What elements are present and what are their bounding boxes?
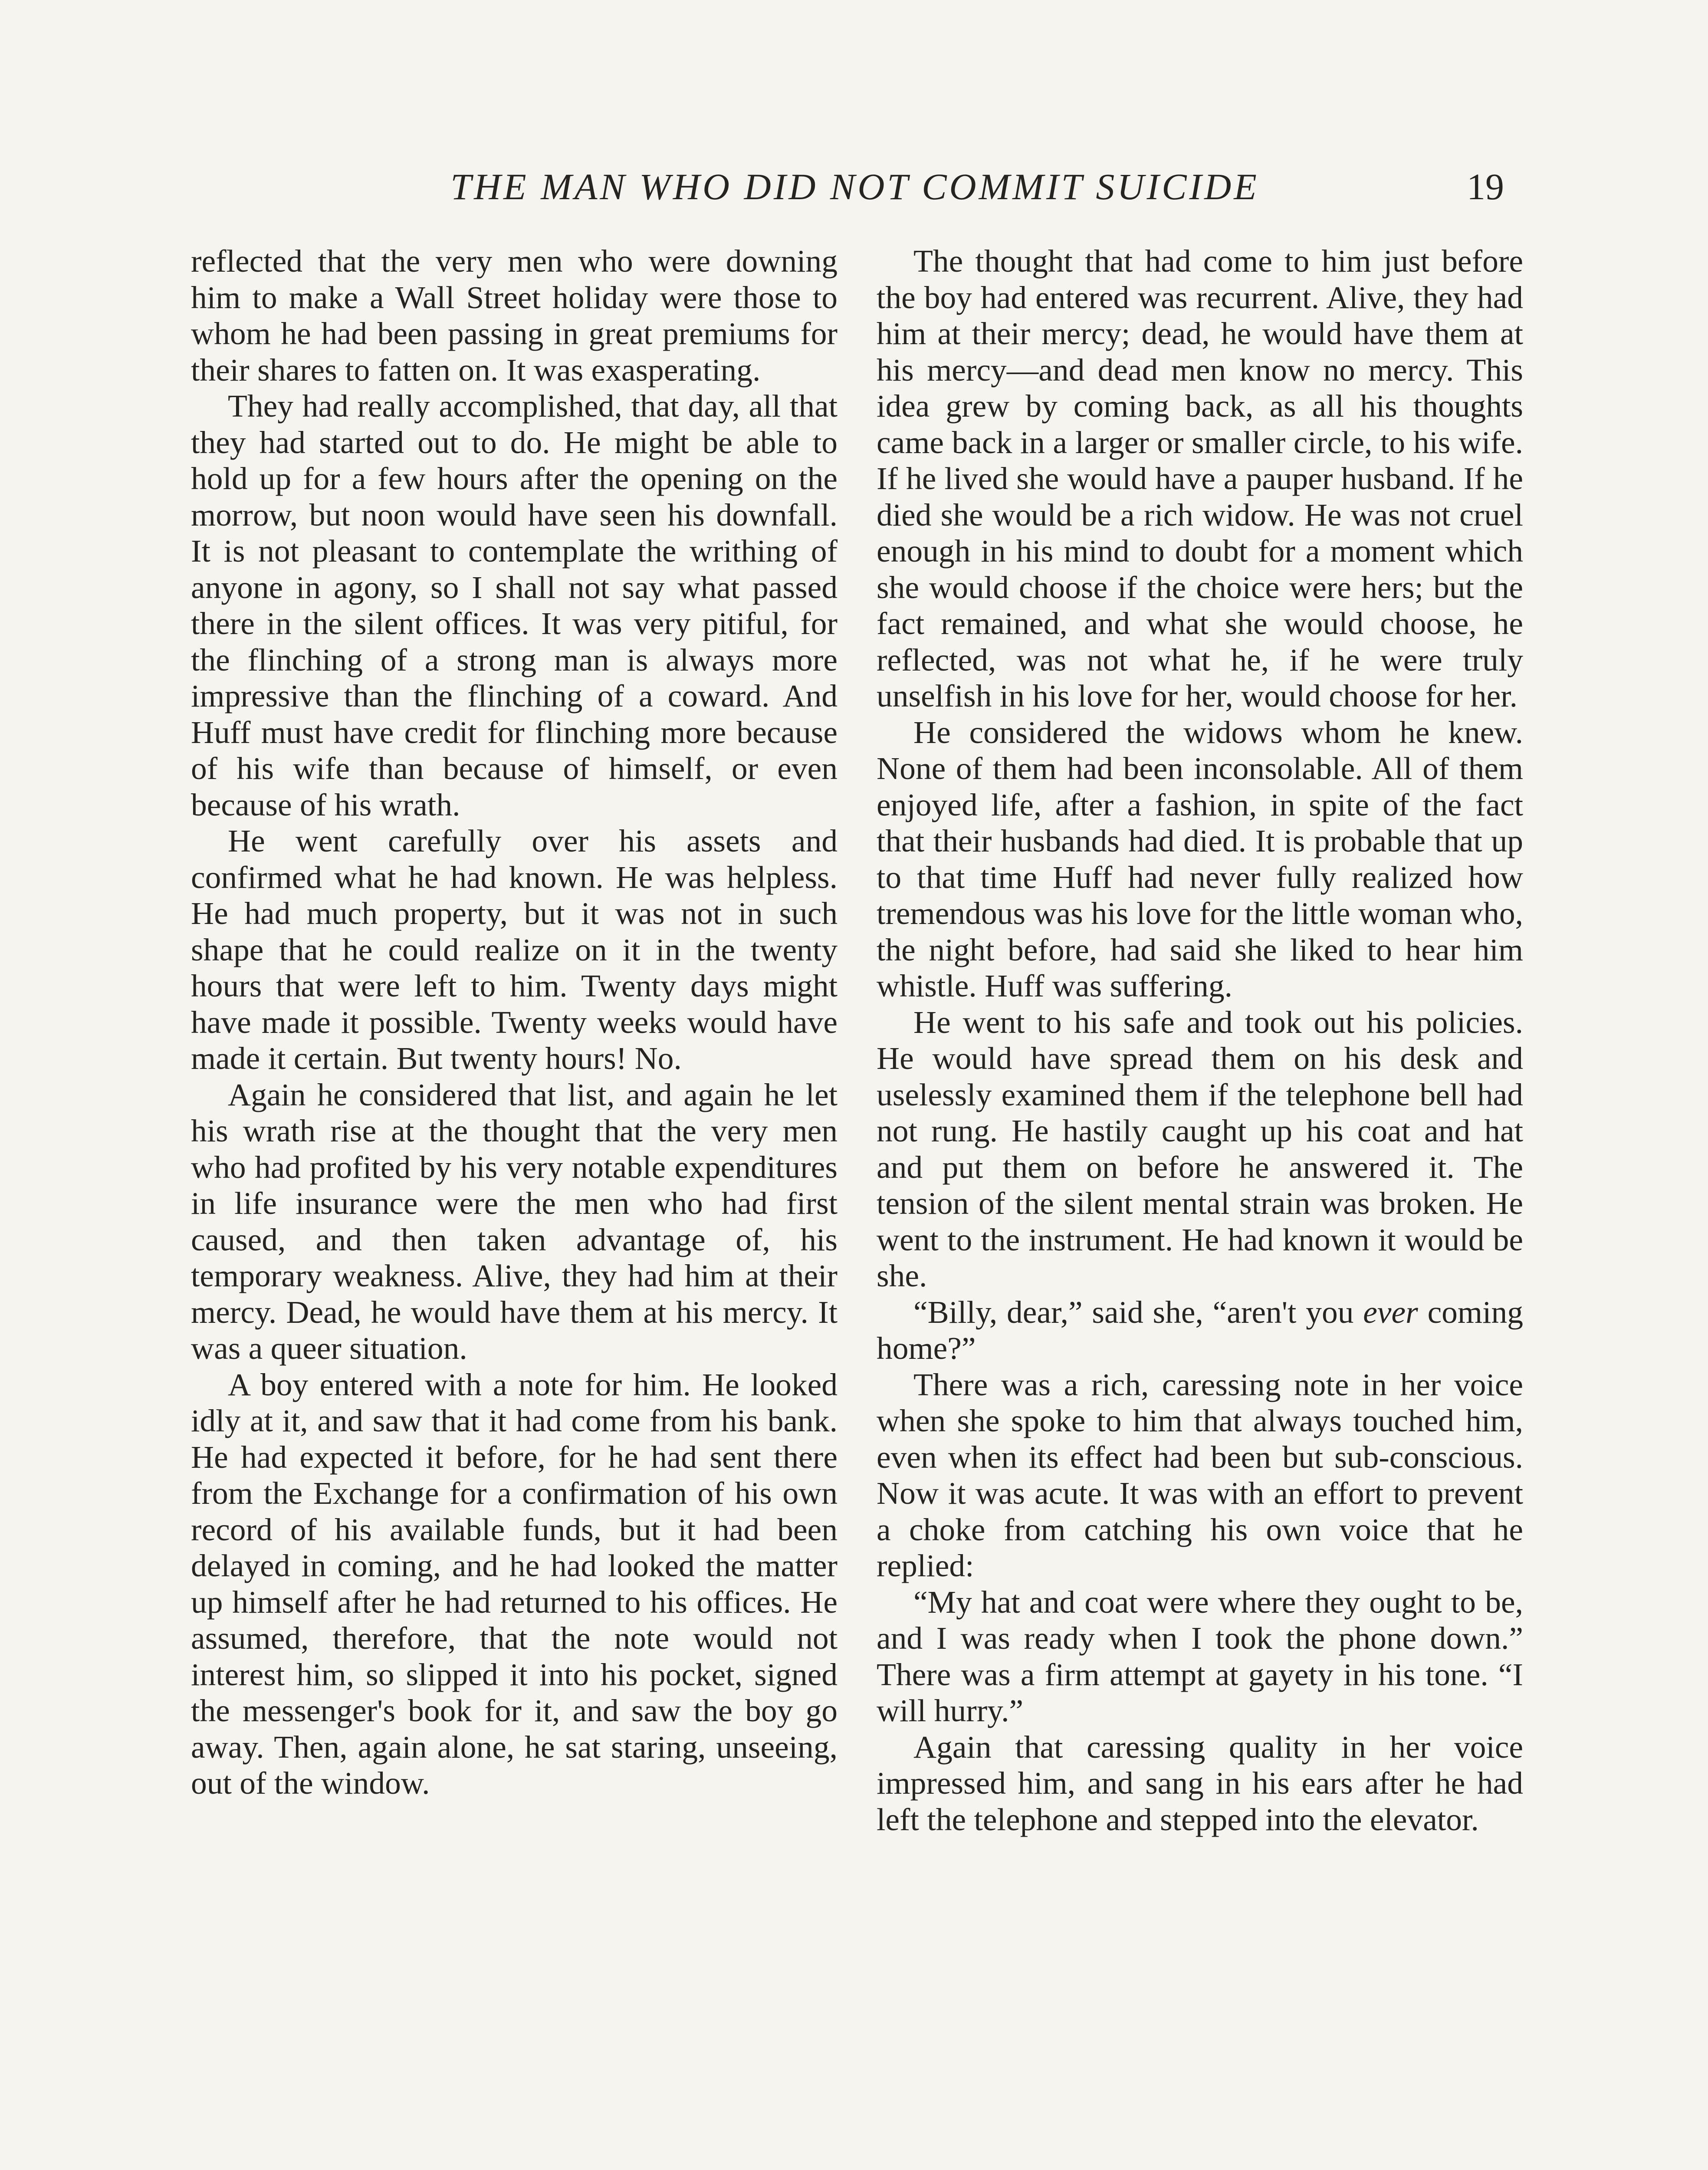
paragraph: reflected that the very men who were downing him to make a Wall Street holiday were those to whom he had been passing in great premiums for their shares to fatten on. It was exasperating. (191, 243, 838, 388)
paragraph: Again he considered that list, and again he let his wrath rise at the thought that the very men who had profited by his very notable expenditures in life insurance were the men who had first caused, and then taken advantage of, his temporary weakness. Alive, they had him at their mercy. Dead, he would have them at his mercy. It was a queer situation. (191, 1077, 838, 1366)
right-text-column (877, 243, 1523, 1838)
paragraph: They had really accomplished, that day, all that they had started out to do. He might be able to hold up for a few hours after the opening on the morrow, but noon would have seen his downfall. It is not pleasant to contemplate the writhing of anyone in agony, so I shall not say what passed there in the silent offices. It was very pitiful, for the flinching of a strong man is always more impressive than the flinching of a coward. And Huff must have credit for flinching more because of his wife than because of himself, or even because of his wrath. (191, 388, 838, 822)
paragraph: There was a rich, caressing note in her voice when she spoke to him that always touched him, even when its effect had been but sub-conscious. Now it was acute. It was with an effort to prevent a choke from catching his own voice that he replied: (877, 1367, 1523, 1583)
paragraph: He went to his safe and took out his policies. He would have spread them on his desk and uselessly examined them if the telephone bell had not rung. He hastily caught up his coat and hat and put them on before he answered it. The tension of the silent mental strain was broken. He went to the instrument. He had known it would be she. (877, 1004, 1523, 1293)
dialogue-paragraph (877, 1294, 1523, 1367)
page-number: 19 (1467, 166, 1504, 207)
paragraph: Again that caressing quality in her voice impressed him, and sang in his ears after he had left the telephone and stepped into the elevator. (877, 1729, 1523, 1837)
dialogue-line: “Billy, dear,” said she, “aren't you (913, 1294, 1354, 1330)
paragraph: “My hat and coat were where they ought to be, and I was ready when I took the phone down.” There was a firm attempt at gayety in his tone. “I will hurry.” (877, 1584, 1523, 1728)
running-title: THE MAN WHO DID NOT COMMIT SUICIDE (450, 166, 1259, 207)
left-text-column (191, 243, 838, 1802)
dialogue-line-end: coming home?” (877, 1294, 1524, 1366)
paragraph: The thought that had come to him just before the boy had entered was recurrent. Alive, they had him at their mercy; dead, he would have them at his mercy—and dead men know no mercy. This idea grew by coming back, as all his thoughts came back in a larger or smaller circle, to his wife. If he lived she would have a pauper husband. If he died she would be a rich widow. He was not cruel enough in his mind to doubt for a moment which she would choose if the choice were hers; but the fact remained, and what she would choose, he reflected, was not what he, if he were truly unselfish in his love for her, would choose for her. (877, 243, 1523, 713)
paragraph: A boy entered with a note for him. He looked idly at it, and saw that it had come from his bank. He had expected it before, for he had sent there from the Exchange for a confirmation of his own record of his available funds, but it had been delayed in coming, and he had looked the matter up himself after he had returned to his offices. He assumed, therefore, that the note would not interest him, so slipped it into his pocket, signed the messenger's book for it, and saw the boy go away. Then, again alone, he sat staring, unseeing, out of the window. (191, 1367, 838, 1801)
emphasis-word: ever (1363, 1294, 1418, 1330)
page-header (0, 161, 1708, 213)
paragraph: He considered the widows whom he knew. None of them had been inconsolable. All of them enjoyed life, after a fashion, in spite of the fact that their husbands had died. It is probable that up to that time Huff had never fully realized how tremendous was his love for the little woman who, the night before, had said she liked to hear him whistle. Huff was suffering. (877, 714, 1523, 1003)
paragraph: He went carefully over his assets and confirmed what he had known. He was helpless. He had much property, but it was not in such shape that he could realize on it in the twenty hours that were left to him. Twenty days might have made it possible. Twenty weeks would have made it certain. But twenty hours! No. (191, 823, 838, 1076)
